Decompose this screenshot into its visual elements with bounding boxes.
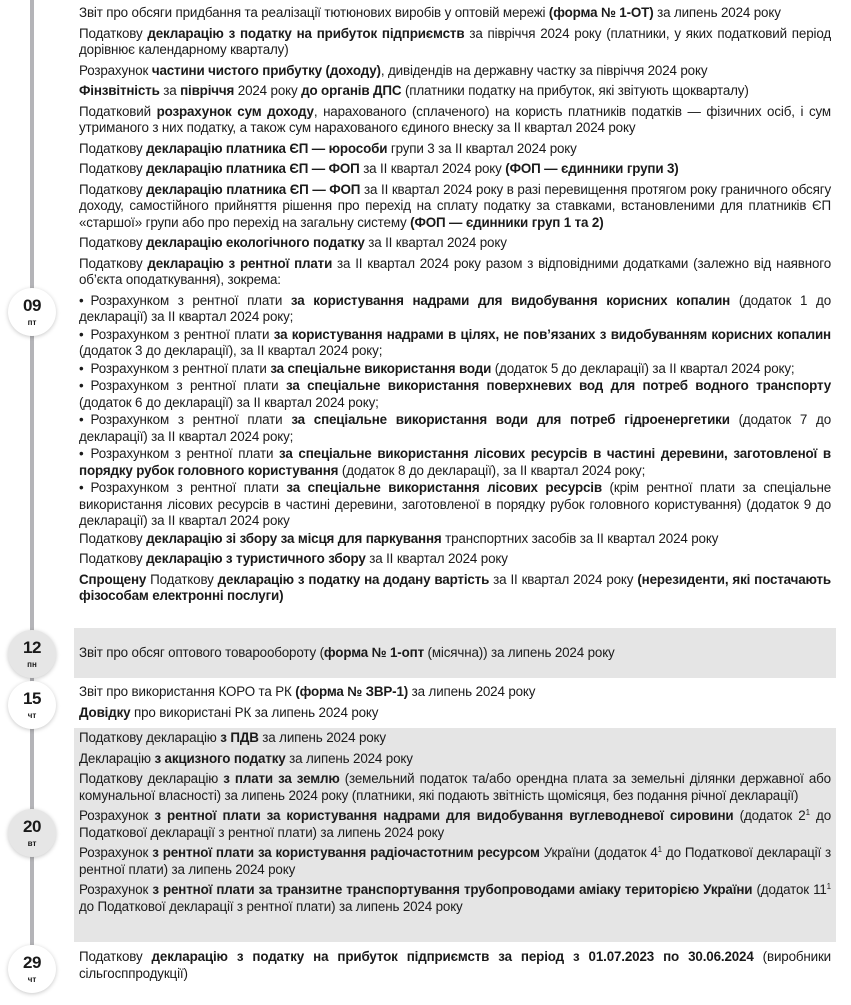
day-number: 29 <box>23 952 41 972</box>
entry: Податкову декларацію з податку на прибуток підприємств за період з 01.07.2023 по 30.06.2024 (виробники сільгосппродукції) <box>79 949 832 981</box>
entry: Податкову декларацію з податку на прибуток підприємств за півріччя 2024 року (платники, у яких податковий період дорівнює календарному кварталу) <box>79 25 831 57</box>
timeline-line <box>30 0 34 945</box>
entry: Розрахунок частини чистого прибутку (доходу), дивідендів на державну частку за півріччя 2024 року <box>79 62 708 78</box>
day-09-entries <box>74 5 836 609</box>
bullet-item: • Розрахунком з рентної плати за спеціальне використання лісових ресурсів (крім рентної плати за спеціальне використання лісових ресурсів в частині деревини, заготовленої в порядку рубок головного користування) (додаток 9 до декларації) за II квартал 2024 року <box>79 480 831 530</box>
day-weekday: пн <box>27 659 37 669</box>
day-15-entries <box>74 684 836 725</box>
entry: Податкову декларацію з ПДВ за липень 2024 року <box>79 730 386 745</box>
bullet-item: • Розрахунком з рентної плати за користування надрами для видобування корисних копалин (додаток 1 до декларації) за II квартал 2024 року; <box>79 293 831 326</box>
bullet-item: • Розрахунком з рентної плати за спеціальне використання води (додаток 5 до декларації) за II квартал 2024 року; <box>79 361 831 378</box>
day-number: 12 <box>23 637 41 657</box>
day-12-entries <box>74 628 836 678</box>
day-number: 15 <box>23 688 41 708</box>
bullet-item: • Розрахунком з рентної плати за спеціальне використання води для потреб гідроенергетики (додаток 7 до декларації) за II квартал 2024 року; <box>79 412 831 445</box>
entry: Податкову декларацію екологічного податку за II квартал 2024 року <box>79 235 507 250</box>
day-weekday: чт <box>27 710 37 720</box>
entry: Податкову декларацію з туристичного збору за II квартал 2024 року <box>79 551 508 566</box>
bullet-item: • Розрахунком з рентної плати за спеціальне використання лісових ресурсів в частині деревини, заготовленої в порядку рубок головного користування (додаток 8 до декларації), за II квартал 2024 року; <box>79 446 831 479</box>
entry: Розрахунок з рентної плати за користування надрами для видобування вуглеводневої сировини (додаток $2^1$ до Податкової декларації з рентної плати) за липень 2024 року <box>79 808 831 840</box>
entry: Податкову декларацію платника ЄП — ФОП за II квартал 2024 року (ФОП — єдинники групи 3) <box>79 161 679 176</box>
day-badge-12 <box>8 630 56 678</box>
entry: Розрахунок з рентної плати за транзитне транспортування трубопроводами аміаку територією України (додаток $11^1$ до Податкової декларації з рентної плати) за липень 2024 року <box>79 882 831 914</box>
entry: Податкову декларацію з плати за землю (земельний податок та/або орендна плата за земельні ділянки державної або комунальної власності) за липень 2024 року (платники, які подають звітність щомісяця, без подання річної декларації) <box>79 771 831 803</box>
day-number: 09 <box>23 295 41 315</box>
day-20-entries <box>74 728 836 942</box>
day-number: 20 <box>23 816 41 836</box>
day-29-entries <box>74 949 836 986</box>
entry: Податкову декларацію зі збору за місця для паркування транспортних засобів за II квартал 2024 року <box>79 530 719 546</box>
entry: Звіт про обсяг оптового товарообороту (форма № 1-опт (місячна)) за липень 2024 року <box>79 644 615 660</box>
day-badge-20 <box>8 809 56 857</box>
bullet-item: • Розрахунком з рентної плати за спеціальне використання поверхневих вод для потреб водного транспорту (додаток 6 до декларації) за II квартал 2024 року; <box>79 378 831 411</box>
entry: Звіт про обсяги придбання та реалізації тютюнових виробів у оптовій мережі (форма № 1-ОТ) за липень 2024 року <box>79 5 781 20</box>
day-badge-09 <box>8 288 56 336</box>
entry: Спрощену Податкову декларацію з податку на додану вартість за II квартал 2024 року (нерезиденти, які постачають фізособам електронні послуги) <box>79 571 832 603</box>
bullet-item: • Розрахунком з рентної плати за користування надрами в цілях, не пов’язаних з видобуванням корисних копалин (додаток 3 до декларації), за II квартал 2024 року; <box>79 327 831 360</box>
entry: Звіт про використання КОРО та РК (форма № ЗВР-1) за липень 2024 року <box>79 684 536 699</box>
entry: Податкову декларацію платника ЄП — юрособи групи 3 за II квартал 2024 року <box>79 140 577 156</box>
day-weekday: пт <box>27 317 37 327</box>
day-badge-29 <box>8 945 56 993</box>
entry: Фінзвітність за півріччя 2024 року до органів ДПС (платники податку на прибуток, які звітують щокварталу) <box>79 83 749 98</box>
day-weekday: вт <box>27 838 37 848</box>
entry: Податкову декларацію з рентної плати за II квартал 2024 року разом з відповідними додатками (залежно від наявного об’єкта оподаткування), зокрема: <box>79 255 831 287</box>
entry: Розрахунок з рентної плати за користування радіочастотним ресурсом України (додаток $4^1$ до Податкової декларації з рентної плати) за липень 2024 року <box>79 845 831 877</box>
entry: Довідку про використані РК за липень 2024 року <box>79 704 379 720</box>
day-weekday: чт <box>27 974 37 984</box>
entry: Податкову декларацію платника ЄП — ФОП за II квартал 2024 року в разі перевищення протягом року граничного обсягу доходу, самостійного прийняття рішення про перехід на сплату податку за ставками, встановленими для платників ЄП «старшої» групи або про перехід на загальну систему (ФОП — єдинники груп 1 та 2) <box>79 181 831 230</box>
entry: Декларацію з акцизного податку за липень 2024 року <box>79 750 413 766</box>
day-badge-15 <box>8 681 56 729</box>
entry: Податковий розрахунок сум доходу, нарахованого (сплаченого) на користь платників податків — фізичних осіб, і сум утриманого з них податку, а також сум нарахованого єдиного внеску за II квартал 2024 року <box>79 103 831 135</box>
